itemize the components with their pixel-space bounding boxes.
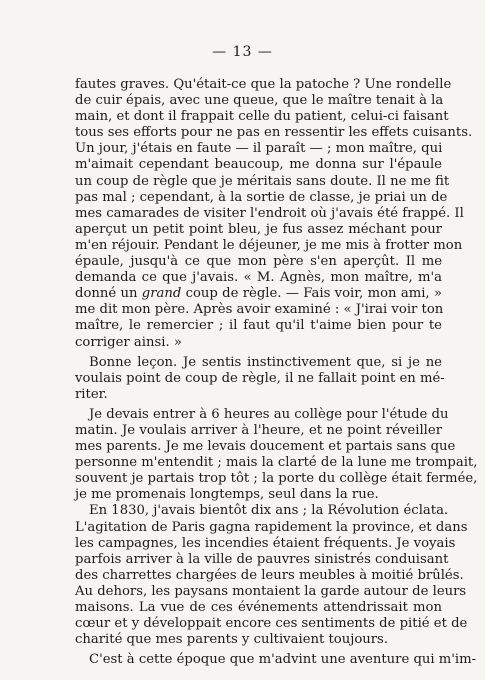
- text-segment: donné un: [75, 286, 142, 302]
- page-number: — 13 —: [212, 44, 273, 60]
- text-line-with-emphasis: [75, 286, 442, 302]
- paragraph-3: [75, 406, 478, 504]
- text-line: je me promenais longtemps, seul dans la rue.: [75, 487, 379, 503]
- text-line: maître, le remercier ; il faut qu'il t'aime bien pour te: [75, 318, 442, 334]
- text-line: L'agitation de Paris gagna rapidement la province, et dans: [75, 519, 468, 535]
- text-line: pas mal ; cependant, à la sortie de classe, je priai un de: [75, 189, 448, 205]
- emphasized-word: grand: [141, 286, 182, 302]
- text-line: personne m'entendit ; mais la clarté de la lune me trompait,: [75, 455, 478, 471]
- text-line: main, et dont il frappait celle du patient, celui-ci faisant: [75, 109, 449, 125]
- paragraph-4: [75, 503, 468, 648]
- text-line: me dit mon père. Après avoir examiné : « J'irai voir ton: [75, 302, 444, 318]
- text-line: de cuir épais, avec une queue, que le maître tenait à la: [75, 93, 444, 109]
- text-line: des charrettes chargées de leurs meubles à moitié brûlés.: [75, 567, 464, 583]
- text-line: Au dehors, les paysans montaient la garde autour de leurs: [75, 583, 467, 599]
- text-line: tous ses efforts pour ne pas en ressentir les effets cuisants.: [75, 125, 473, 141]
- text-line: Un jour, j'étais en faute — il paraît — ; mon maître, qui: [75, 141, 443, 157]
- text-line: souvent je partais trop tôt ; la porte du collège était fermée,: [75, 471, 478, 487]
- paragraph-1: [75, 77, 473, 351]
- text-line: cœur et y développait encore ces sentiments de pitié et de: [75, 616, 468, 632]
- text-line: maisons. La vue de ces événements attendrissait mon: [75, 600, 442, 615]
- paragraph-5: [75, 652, 477, 668]
- text-line: Je devais entrer à 6 heures au collège pour l'étude du: [89, 406, 449, 422]
- text-line: mes camarades de visiter l'endroit où j'avais été frappé. Il: [75, 205, 464, 221]
- text-line: matin. Je voulais arriver à l'heure, et ne point réveiller: [75, 422, 442, 438]
- text-line: mes parents. Je me levais doucement et partais sans que: [75, 439, 456, 455]
- text-line: un coup de règle que je méritais sans doute. Il ne me fit: [75, 173, 450, 189]
- text-line: m'aimait cependant beaucoup, me donna sur l'épaule: [75, 157, 442, 173]
- text-line: fautes graves. Qu'était-ce que la patoche ? Une rondelle: [75, 77, 452, 92]
- text-segment: coup de règle. — Fais voir, mon ami, »: [181, 286, 442, 302]
- text-line: En 1830, j'avais bientôt dix ans ; la Révolution éclata.: [89, 503, 449, 519]
- text-line: corriger ainsi. »: [75, 334, 182, 350]
- text-line: les campagnes, les incendies étaient fréquents. Je voyais: [75, 535, 456, 551]
- text-line: riter.: [75, 386, 108, 402]
- body-text: [75, 77, 478, 668]
- text-line: demanda ce que j'avais. « M. Agnès, mon maître, m'a: [75, 270, 442, 286]
- text-line: Bonne leçon. Je sentis instinctivement que, si je ne: [89, 354, 442, 370]
- text-line: m'en réjouir. Pendant le déjeuner, je me mis à frotter mon: [75, 237, 463, 253]
- paragraph-2: [75, 354, 445, 403]
- text-line: aperçut un petit point bleu, je fus assez méchant pour: [75, 221, 442, 237]
- text-line: parfois arriver à la ville de pauvres sinistrés conduisant: [75, 551, 449, 567]
- text-line: C'est à cette époque que m'advint une aventure qui m'im-: [89, 652, 477, 668]
- text-line: charité que mes parents y cultivaient toujours.: [75, 632, 389, 648]
- text-line: épaule, jusqu'à ce que mon père s'en aperçût. Il me: [75, 254, 442, 270]
- text-line: voulais point de coup de règle, il ne fallait point en mé-: [75, 370, 445, 386]
